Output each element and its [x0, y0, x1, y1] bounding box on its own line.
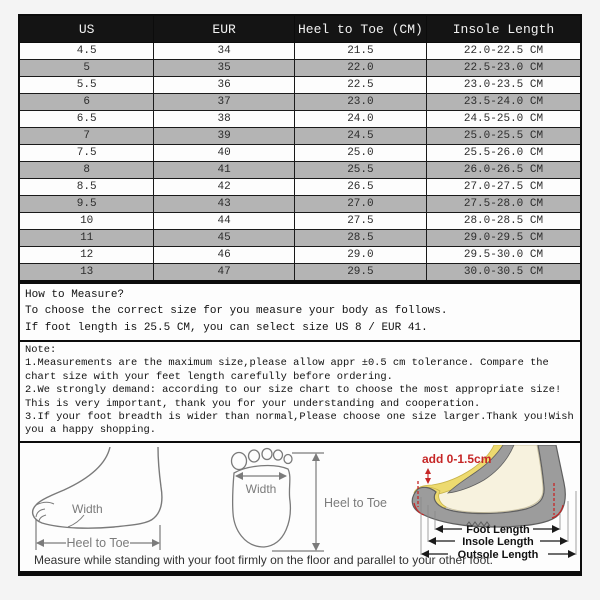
- top-view-width-label: Width: [245, 481, 277, 496]
- table-row: 6 37 23.0 23.5-24.0 CM: [19, 94, 581, 111]
- table-row: 12 46 29.0 29.5-30.0 CM: [19, 247, 581, 264]
- outsole-length-label: Outsole Length: [457, 548, 539, 561]
- foot-side-outline: [33, 447, 162, 528]
- table-row: 9.5 43 27.0 27.5-28.0 CM: [19, 196, 581, 213]
- table-row: 8.5 42 26.5 27.0-27.5 CM: [19, 179, 581, 196]
- top-view-heel-to-toe-label: Heel to Toe: [324, 495, 388, 510]
- table-row: 7.5 40 25.0 25.5-26.0 CM: [19, 145, 581, 162]
- header-heel-to-toe: Heel to Toe (CM): [294, 15, 426, 43]
- note-item-2: 2.We strongly demand: according to our size chart to choose the most appropriate size! This is very important, thank you for your understanding and cooperation.: [25, 384, 562, 410]
- add-tolerance-label: add 0-1.5cm: [422, 451, 492, 466]
- measurement-diagrams-box: [18, 443, 582, 576]
- table-row: 8 41 25.5 26.0-26.5 CM: [19, 162, 581, 179]
- how-to-measure-box: [18, 282, 582, 342]
- foot-length-label: Foot Length: [466, 523, 530, 536]
- table-header-row: [19, 15, 581, 43]
- size-table: [18, 14, 582, 282]
- foot-side-view-diagram: [26, 447, 201, 555]
- table-row: 5 35 22.0 22.5-23.0 CM: [19, 60, 581, 77]
- table-row: 4.5 34 21.5 22.0-22.5 CM: [19, 43, 581, 60]
- footprint-outline: [232, 448, 293, 547]
- note-item-1: 1.Measurements are the maximum size,please allow appr ±0.5 cm tolerance. Compare the chart size with your feet length carefully before ordering.: [25, 357, 549, 383]
- header-insole-length: Insole Length: [426, 15, 581, 43]
- table-row: 13 47 29.5 30.0-30.5 CM: [19, 264, 581, 282]
- note-box: [18, 342, 582, 443]
- side-view-width-label: Width: [72, 501, 103, 516]
- header-us: US: [19, 15, 154, 43]
- header-eur: EUR: [154, 15, 295, 43]
- insole-length-label: Insole Length: [462, 535, 534, 548]
- table-row: 11 45 28.5 29.0-29.5 CM: [19, 230, 581, 247]
- how-to-measure-line1: To choose the correct size for you measure your body as follows.: [25, 305, 448, 318]
- table-row: 10 44 27.5 28.0-28.5 CM: [19, 213, 581, 230]
- how-to-measure-title: How to Measure?: [25, 289, 125, 301]
- measure-caption: Measure while standing with your foot firmly on the floor and parallel to your other foot.: [34, 552, 493, 567]
- foot-top-view-diagram: [212, 445, 404, 559]
- side-view-heel-to-toe-label: Heel to Toe: [66, 535, 130, 550]
- how-to-measure-line2: If foot length is 25.5 CM, you can select size US 8 / EUR 41.: [25, 321, 428, 334]
- table-row: 6.5 38 24.0 24.5-25.0 CM: [19, 111, 581, 128]
- note-item-3: 3.If your foot breadth is wider than normal,Please choose one size larger.Thank you!Wish you a happy shopping.: [25, 410, 574, 437]
- shoe-length-diagram: [406, 445, 581, 569]
- table-row: 5.5 36 22.5 23.0-23.5 CM: [19, 77, 581, 94]
- note-title: Note:: [25, 343, 57, 356]
- table-row: 7 39 24.5 25.0-25.5 CM: [19, 128, 581, 145]
